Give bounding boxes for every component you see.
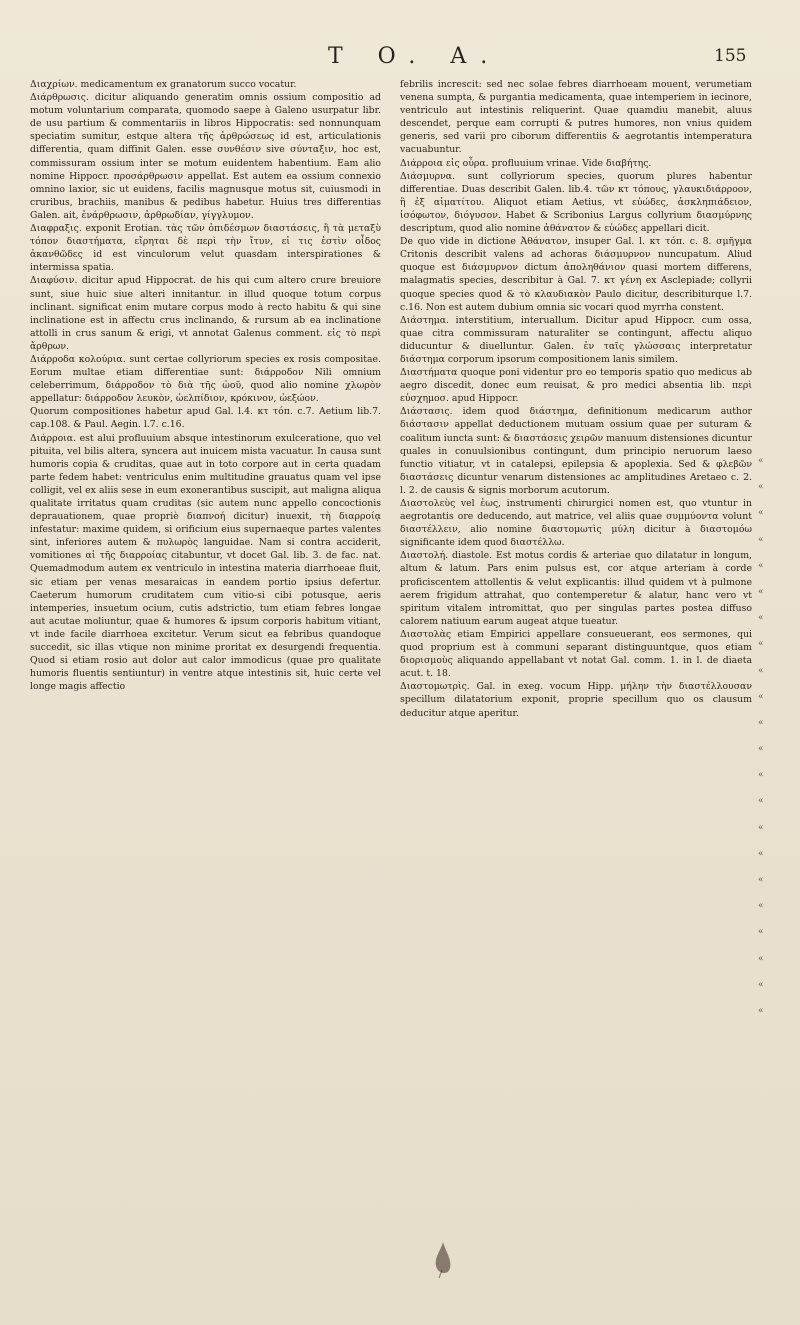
margin-mark: « bbox=[758, 508, 764, 519]
left-entry-compositiones: Quorum compositiones habetur apud Gal. l.4. κτ τόπ. c.7. Aetium lib.7. cap.108. & Paul. Aegin. l.7. c.16. bbox=[30, 406, 381, 431]
margin-mark: « bbox=[758, 586, 764, 597]
margin-mark: « bbox=[758, 717, 764, 728]
margin-mark: « bbox=[758, 639, 764, 650]
margin-mark: « bbox=[758, 691, 764, 702]
margin-mark: « bbox=[758, 953, 764, 964]
left-entry-diachrion: Διαχρίων. medicamentum ex granatorum succo vocatur. bbox=[30, 79, 297, 90]
page-number: 155 bbox=[714, 46, 747, 66]
left-entry-diarrhoda: Διάρροδα κολούρια. sunt certae collyriorum species ex rosis compositae. Eorum multae etiam differentiae sunt: διάρροδον Nili omnium celeberrimum, διάρροδον τὸ διὰ τῆς ὠοῦ, quod alio nomine χλωρὸν appellatur: διάρροδον λευκὸν, ὡελπίδιον, κρόκινον, ὠεξώον. bbox=[30, 353, 381, 405]
ink-stain-icon bbox=[430, 1240, 456, 1280]
left-entry-diarthrosis: Διάρθρωσις. dicitur aliquando generatim omnis ossium compositio ad motum voluntarium comparata, quomodo saepe à Galeno usurpatur libr. de usu partium & commentariis in libros Hippocratis: sed nonnunquam speciatim sumitur, estque altera τῆς ἀρθρώσεως id est, articulationis differentia, quam diffinit Galen. esse συνθέσιν sive σύνταξιν, hoc est, commissuram ossium inter se motum euidentem habentium. Eam alio nomine Hippocr. προσάρθρωσιν appellat. Est autem ea ossium connexio omnino laxior, sic ut euidens, facilis magnusque motus sit, cuiusmodi in cruribus, brachiis, manibus & pedibus habetur. Huius tres differentias Galen. ait, ἐνάρθρωσιν, ἀρθρωδίαν, γίγγλυμον. bbox=[30, 92, 381, 221]
margin-mark: « bbox=[758, 560, 764, 571]
margin-mark: « bbox=[758, 744, 764, 755]
page-header bbox=[0, 44, 800, 74]
margin-mark: « bbox=[758, 848, 764, 859]
right-entry-diastasis: Διάστασις. idem quod διάστημα, definitionum medicarum author διάστασιν appellat deductionem mutuam ossium quae per suturam & coalitum iuncta sunt: & διαστάσεις χειρῶν manuum distensiones dicuntur quales in conuulsionibus contingunt, dum principio neruorum laeso functio vitiatur, vt in catalepsi, epilepsia & apoplexia. Sed & φλεβῶν διαστάσεις dicuntur venarum distensiones ac amplitudines Aretaeo c. 2. l. 2. de causis & signis morborum acutorum. bbox=[400, 406, 752, 496]
margin-mark: « bbox=[758, 1005, 764, 1016]
right-entry-diastole: Διαστολή. diastole. Est motus cordis & arteriae quo dilatatur in longum, altum & latum. Pars enim pulsus est, cor atque arteriam à corde proficiscentem attollentis & velut explicantis: illud quidem vt à pulmone aerem frigidum attrahat, quo contemperetur & alatur, hanc vero vt spiritum vitalem intromittat, quo per singulas partes postea diffuso calorem natiuum earum augeat atque tueatur. bbox=[400, 550, 752, 627]
margin-mark: « bbox=[758, 901, 764, 912]
right-entry-diastemata: Διαστήματα quoque poni videntur pro eo temporis spatio quo medicus ab aegro discedit, donec eum reuisat, & pro medici absentia lib. περὶ εὐσχημοσ. apud Hippocr. bbox=[400, 367, 752, 405]
margin-mark: « bbox=[758, 482, 764, 493]
left-entry-diaphraxis: Διαφραξις. exponit Erotian. τὰς τῶν ὀπιδέσμων διαστάσεις, ἢ τὰ μεταξὺ τόπον διαστήματα, εἴρηται δὲ περὶ τὴν ἴτυν, εἰ τις ἐστὶν οἷδος ἀκανθῶδες id est vinculorum velut quasdam interspirationes & intermissa spatia. bbox=[30, 223, 381, 274]
right-entry-diasmyrna: Διάσμυρνα. sunt collyriorum species, quorum plures habentur differentiae. Duas describit Galen. lib.4. τῶν κτ τόπους, γλαυκιδιάρροον, ἢ ἐξ αἱματίτου. Aliquot etiam Aetius, vt εὐώδες, ἀσκληπιάδειον, ἰσόφωτον, διόγυσον. Habet & Scribonius Largus collyrium διασμύρνης descriptum, quod alio nomine ἀθάνατον & εὐώδες appellari dicit. bbox=[400, 170, 752, 235]
right-entry-diastolas: Διαστολὰς etiam Empirici appellare consueuerant, eos sermones, qui quod proprium est à communi separant distinguuntque, quos etiam διορισμοὺς aliquando appellabant vt notat Gal. comm. 1. in l. de diaeta acut. t. 18. bbox=[400, 628, 752, 680]
left-entry-diaphysin: Διαφύσιν. dicitur apud Hippocrat. de his qui cum altero crure breuiore sunt, siue huic siue alteri innitantur. in illud quoque totum corpus inclinant. significat enim mutare corpus modo à recto habitu & qui sine inclinatione est in affectu crus inclinando, & rursum ab ea inclinatione attolli in crus sanum & erigi, vt annotat Galenus comment. εἰς τὸ περὶ ἄρθρων. bbox=[30, 275, 381, 352]
margin-mark: « bbox=[758, 979, 764, 990]
margin-mark: « bbox=[758, 796, 764, 807]
margin-mark: « bbox=[758, 456, 764, 466]
margin-mark: « bbox=[758, 770, 764, 781]
left-entry-diarrhoia: Διάρροια. est alui profluuium absque intestinorum exulceratione, quo vel pituita, vel bilis altera, syncera aut inuicem mista vacuatur. In causa sunt humoris copia & cruditas, quae aut in toto corpore aut in certa quadam parte fedem habet: ventriculus enim multitudine grauatus quam vel ipse colligit, vel ex aliis sese in eum exonerantibus suscipit, aut maligna aliqua qualitate irritatus quam cruditas (sic autem nunc appello concoctionis deprauationem, quae propriè διαπνοή dicitur) inuexit, τὴ διαρροίᾳ infestatur: maxime quidem, si orificium eius supernaeque partes valentes sint, inferiores autem & πυλωρὸς languidae. Nam si contra acciderit, vomitiones αἱ τῆς διαρροίας citabuntur, vt docet Gal. lib. 3. de fac. nat. Quemadmodum autem ex ventriculo in intestina materia diarrhoeae fluit, sic etiam per venas mesaraicas in eandem portio ipsius defertur. Caeterum humorum cruditatem cum vitio-si cibi potusque, aeris intemperies, insuetum ocium, cutis adstrictio, tum etiam febres longae aut acutae moliuntur, quae & humores & ipsum corporis habitum vitiant, vt inde facile diarrhoea excitetur. Verum sicut ea febribus quandoque succedit, sic illas vtique non minime proritat ex desurgendi frequentia. Quod si etiam rosio aut dolor aut calor immodicus (quae pro qualitate humoris fluentis sentiuntur) in ventre atque intestinis sit, huic certe vel longe magis affectio bbox=[30, 432, 381, 693]
running-head: T O. A. bbox=[328, 44, 502, 69]
right-entry-diastoleus: Διαστολεὺς vel ἐως, instrumenti chirurgici nomen est, quo vtuntur in aegrotantis ore deducendo, aut matrice, vel aliis quae συμμύοντα volunt διαστέλλειν, alio nomine διαστομωτὶς μύλη dicitur à διαστομόω significante idem quod διαστέλλω. bbox=[400, 498, 752, 549]
right-entry-diarrhoia-ouron: Διάρροια εἰς οὖρα. profluuium vrinae. Vide διαβήτης. bbox=[400, 157, 652, 169]
right-entry-athanaton: De quo vide in dictione Ἀθάνατον, insuper Gal. l. κτ τόπ. c. 8. σμῆγμα Critonis describit valens ad achoras διάσμυρνον nuncupatum. Aliud quoque est διάσμυρνον dictum ἀποληθάνιον quasi mortem differens, malagmatis species, describitur à Gal. 7. κτ γένη ex Asclepiade; collyrii quoque species quod & τὸ κλαυδιακὸν Paulo dicitur, describiturque l.7. c.16. Non est autem dubium omnia sic vocari quod myrrha constent. bbox=[400, 236, 752, 313]
left-column bbox=[30, 78, 381, 693]
margin-mark: « bbox=[758, 665, 764, 676]
margin-mark: « bbox=[758, 822, 764, 833]
margin-mark: « bbox=[758, 534, 764, 545]
quotation-margin bbox=[758, 455, 788, 1035]
margin-mark: « bbox=[758, 927, 764, 938]
right-column bbox=[400, 78, 752, 720]
right-entry-diastomotris: Διαστομωτρὶς. Gal. in exeg. vocum Hipp. μήλην τὴν διαστέλλουσαν specillum dilatatorium exponit, proprie specillum quo os clausum deducitur atque aperitur. bbox=[400, 681, 752, 719]
margin-mark: « bbox=[758, 875, 764, 885]
margin-mark: « bbox=[758, 613, 764, 624]
right-entry-continuation: febrilis increscit: sed nec solae febres diarrhoeam mouent, verumetiam venena sumpta, & purgantia medicamenta, quae intemperiem in iecinore, ventriculo aut intestinis reliquerint. Quae quamdiu manebit, aluus descendet, perque eam corrupti & putres humores, non vnius quidem generis, sed varii pro ciborum differentiis & aegrotantis intemperatura vacuabuntur. bbox=[400, 79, 752, 156]
right-entry-diastema: Διάστημα. interstitium, interuallum. Dicitur apud Hippocr. cum ossa, quae citra commissuram naturaliter se contingunt, affectu aliquo diducuntur & diuelluntur. Galen. ἐν ταῖς γλώσσαις interpretatur διάστημα corporum ipsorum compositionem lanis similem. bbox=[400, 314, 752, 365]
